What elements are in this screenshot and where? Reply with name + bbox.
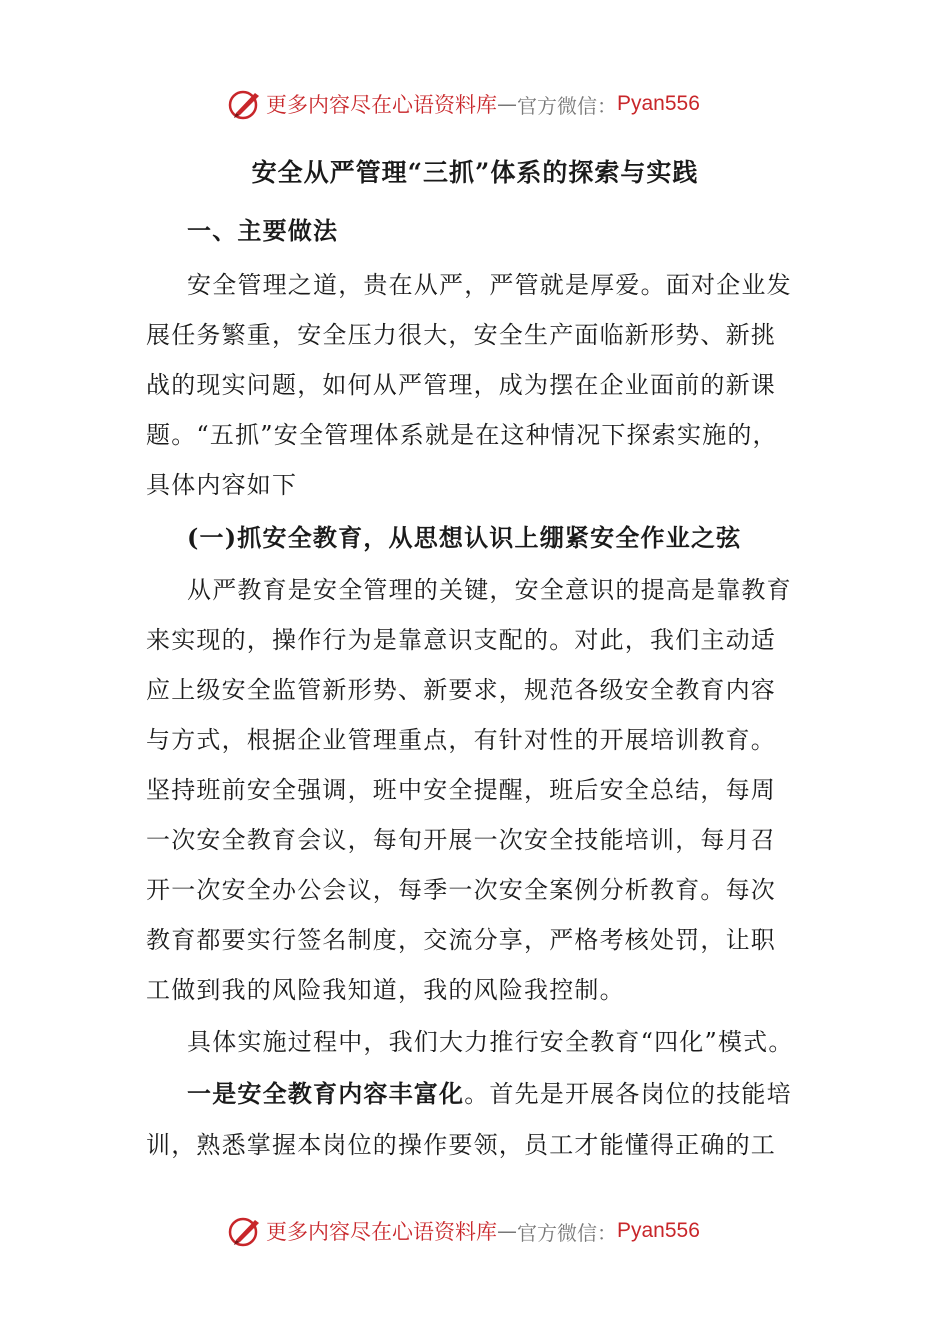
paragraph-line: 工做到我的风险我知道，我的风险我控制。 — [146, 976, 625, 1004]
paragraph-line — [187, 1074, 792, 1109]
watermark-dash: — — [497, 92, 517, 116]
paragraph-line: 一次安全教育会议，每旬开展一次安全技能培训，每月召 — [146, 826, 776, 854]
watermark-banner-bottom — [228, 1211, 700, 1251]
paragraph-line: 训，熟悉掌握本岗位的操作要领，员工才能懂得正确的工 — [146, 1131, 776, 1159]
paragraph-line: 与方式，根据企业管理重点，有针对性的开展培训教育。 — [146, 726, 776, 754]
section-heading: 一、主要做法 — [187, 216, 339, 245]
watermark-gray-text: 官方微信： — [517, 1220, 617, 1245]
pen-circle-logo-icon — [228, 87, 262, 121]
subsection-heading: (一)抓安全教育，从思想认识上绷紧安全作业之弦 — [187, 523, 742, 552]
watermark-banner-top — [228, 84, 700, 124]
paragraph-line: 题。“五抓”安全管理体系就是在这种情况下探索实施的， — [146, 421, 778, 449]
paragraph-text: 。首先是开展各岗位的技能培 — [464, 1080, 792, 1108]
pen-circle-logo-icon — [228, 1214, 262, 1248]
watermark-gray-text: 官方微信： — [517, 93, 617, 118]
paragraph-line: 教育都要实行签名制度，交流分享，严格考核处罚，让职 — [146, 926, 776, 954]
paragraph-line: 战的现实问题，如何从严管理，成为摆在企业面前的新课 — [146, 371, 776, 399]
paragraph-line: 坚持班前安全强调，班中安全提醒，班后安全总结，每周 — [146, 776, 776, 804]
watermark-red-text: 更多内容尽在心语资料库 — [266, 1220, 497, 1244]
emphasis-text: 一是安全教育内容丰富化 — [187, 1079, 465, 1108]
paragraph-line: 具体内容如下 — [146, 471, 298, 499]
paragraph-line: 安全管理之道，贵在从严，严管就是厚爱。面对企业发 — [187, 271, 792, 299]
document-title: 安全从严管理“三抓”体系的探索与实践 — [251, 158, 699, 187]
watermark-dash: — — [497, 1219, 517, 1243]
paragraph-line: 开一次安全办公会议，每季一次安全案例分析教育。每次 — [146, 876, 776, 904]
paragraph-line: 从严教育是安全管理的关键，安全意识的提高是靠教育 — [187, 576, 792, 604]
watermark-red-text: 更多内容尽在心语资料库 — [266, 93, 497, 117]
watermark-handle: Pyan556 — [617, 1219, 700, 1242]
paragraph-line: 具体实施过程中，我们大力推行安全教育“四化”模式。 — [187, 1028, 794, 1056]
paragraph-line: 展任务繁重，安全压力很大，安全生产面临新形势、新挑 — [146, 321, 776, 349]
paragraph-line: 来实现的，操作行为是靠意识支配的。对此，我们主动适 — [146, 626, 776, 654]
watermark-handle: Pyan556 — [617, 92, 700, 115]
paragraph-line: 应上级安全监管新形势、新要求，规范各级安全教育内容 — [146, 676, 776, 704]
